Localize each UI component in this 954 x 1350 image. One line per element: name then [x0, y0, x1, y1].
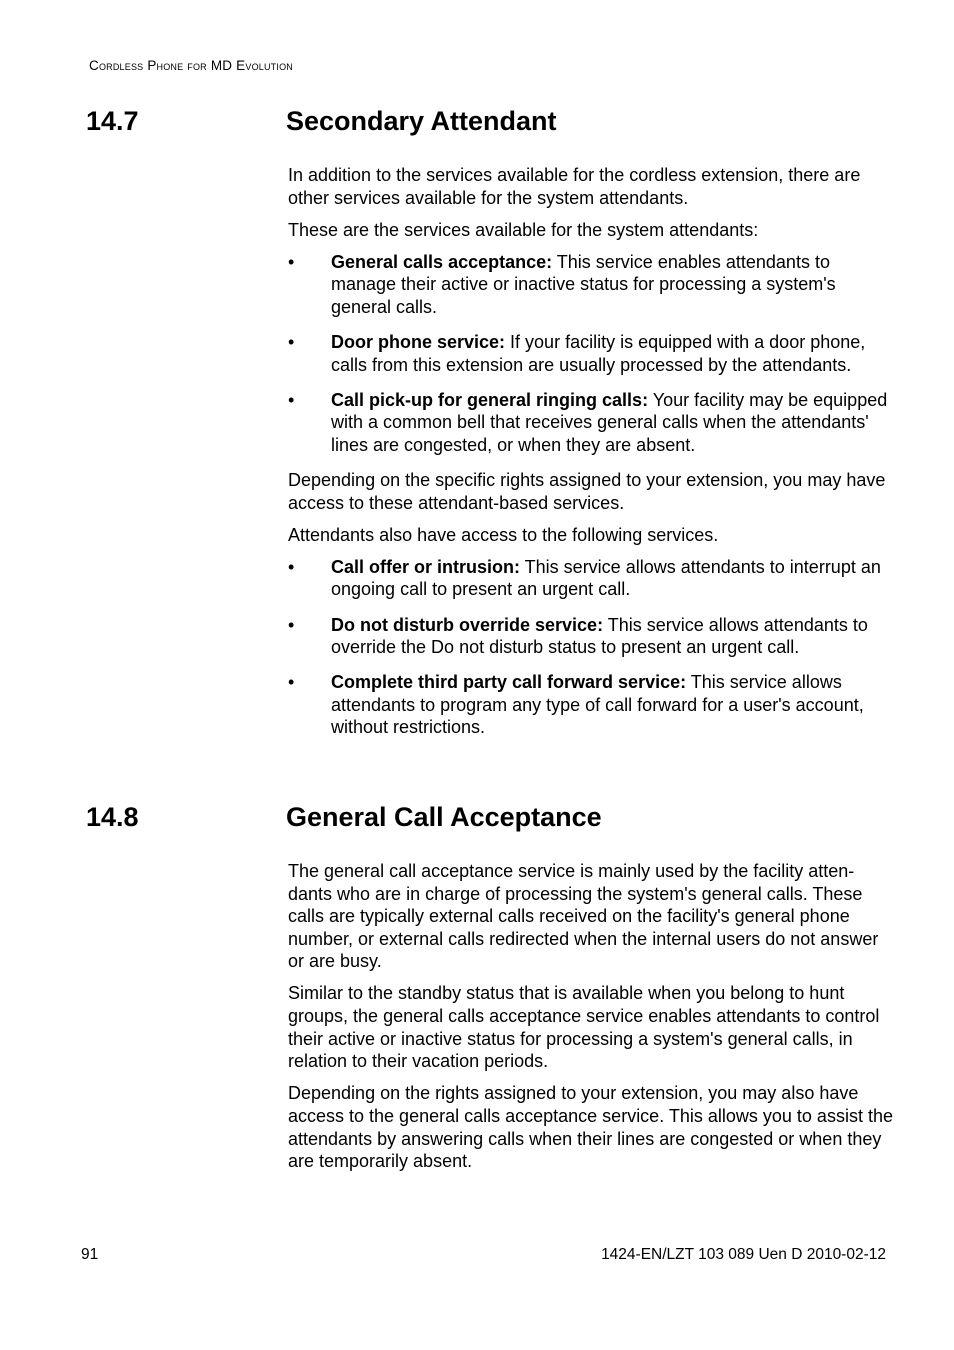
service-desc: This service allows attendants to override the Do not disturb status to present an urgent call.: [331, 614, 868, 658]
section-title: General Call Acceptance: [286, 802, 602, 832]
page-number: 91: [81, 1246, 99, 1263]
attendant-services-list: [288, 556, 894, 739]
paragraph: Depending on the specific rights assigned to your extension, you may have access to these attendant-based services.: [288, 470, 886, 513]
service-desc: This service allows attendants to program any type of call forward for a user's account, without restrictions.: [331, 672, 864, 738]
service-term: General calls acceptance:: [331, 251, 553, 272]
service-term: Complete third party call forward service:: [331, 672, 687, 693]
section-number: 14.8: [86, 802, 139, 832]
bullet-icon: •: [288, 332, 295, 353]
paragraph: The general call acceptance service is mainly used by the facility atten-dants who are in charge of processing the system's general calls. These calls are typically external calls received on the facility's general phone number, or external calls redirected when the internal users do not answer or are busy.: [288, 861, 879, 972]
bullet-icon: •: [288, 556, 295, 577]
section-body-14-7: [288, 164, 894, 751]
paragraph: Depending on the rights assigned to your extension, you may also have access to the general calls acceptance service. This allows you to assist the attendants by answering calls when their lines are congested or when they are temporarily absent.: [288, 1083, 893, 1172]
running-header: Cordless Phone for MD Evolution: [89, 58, 293, 73]
list-item: [288, 389, 894, 457]
list-item: [288, 251, 894, 319]
section-number: 14.7: [86, 106, 139, 136]
document-id: 1424-EN/LZT 103 089 Uen D 2010-02-12: [601, 1246, 886, 1263]
section-heading-14-8: [86, 802, 602, 833]
service-desc: Your facility may be equipped with a common bell that receives general calls when the attendants' lines are congested, or when they are absent.: [331, 389, 888, 455]
list-item: [288, 614, 894, 659]
list-item: [288, 331, 894, 376]
paragraph: Similar to the standby status that is available when you belong to hunt groups, the general calls acceptance service enables attendants to control their active or inactive status for processing a system's general calls, in relation to their vacation periods.: [288, 983, 880, 1072]
service-term: Door phone service:: [331, 332, 506, 353]
section-title: Secondary Attendant: [286, 106, 557, 136]
bullet-icon: •: [288, 389, 295, 410]
paragraph: In addition to the services available for the cordless extension, there are other services available for the system attendants.: [288, 165, 861, 208]
services-list: [288, 251, 894, 457]
service-term: Do not disturb override service:: [331, 614, 604, 635]
paragraph: Attendants also have access to the following services.: [288, 524, 719, 545]
list-item: [288, 556, 894, 601]
service-term: Call offer or intrusion:: [331, 556, 520, 577]
service-desc: This service allows attendants to interrupt an ongoing call to present an urgent call.: [331, 556, 881, 600]
paragraph: These are the services available for the system attendants:: [288, 219, 759, 240]
section-body-14-8: [288, 860, 894, 1182]
bullet-icon: •: [288, 672, 295, 693]
bullet-icon: •: [288, 614, 295, 635]
service-term: Call pick-up for general ringing calls:: [331, 389, 649, 410]
bullet-icon: •: [288, 251, 295, 272]
section-heading-14-7: [86, 106, 557, 137]
list-item: [288, 671, 894, 739]
service-desc: If your facility is equipped with a door phone, calls from this extension are usually processed by the attendants.: [331, 332, 866, 375]
service-desc: This service enables attendants to manage their active or inactive status for processing a system's general calls.: [331, 251, 836, 317]
